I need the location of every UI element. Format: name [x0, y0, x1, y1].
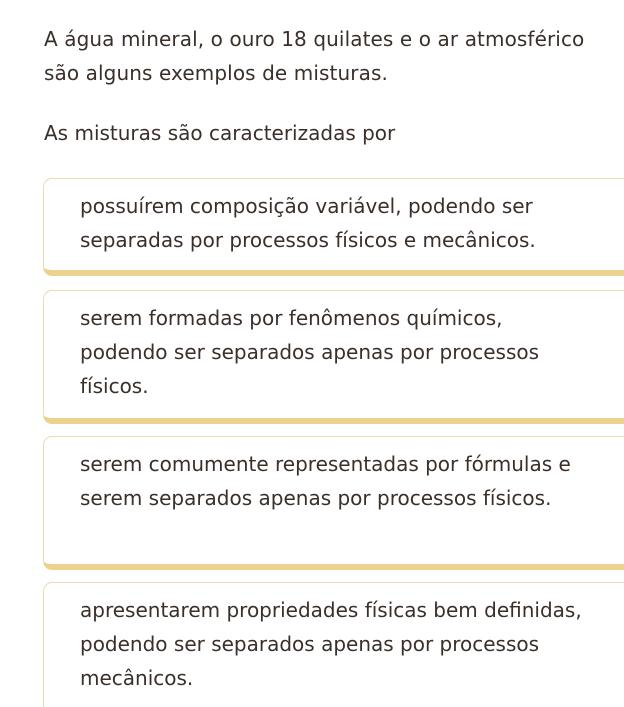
- answer-option-d[interactable]: [43, 582, 624, 707]
- answer-option-a[interactable]: [43, 178, 624, 276]
- answer-option-b-text: serem formadas por fenômenos químicos, podendo ser separados apenas por processos físicos.: [80, 306, 540, 398]
- answer-option-a-text: possuírem composição variável, podendo ser separadas por processos físicos e mecânicos.: [80, 194, 536, 252]
- question-statement: [44, 22, 614, 90]
- answer-option-d-text: apresentarem propriedades físicas bem definidas, podendo ser separados apenas por processos mecânicos.: [80, 598, 582, 690]
- question-prompt: As misturas são caracterizadas por: [44, 121, 396, 145]
- question-statement-text: A água mineral, o ouro 18 quilates e o ar atmosférico são alguns exemplos de misturas.: [44, 27, 585, 85]
- answer-option-b[interactable]: [43, 290, 624, 424]
- answer-option-c-text: serem comumente representadas por fórmulas e serem separados apenas por processos físicos.: [80, 452, 571, 510]
- answer-option-c[interactable]: [43, 436, 624, 570]
